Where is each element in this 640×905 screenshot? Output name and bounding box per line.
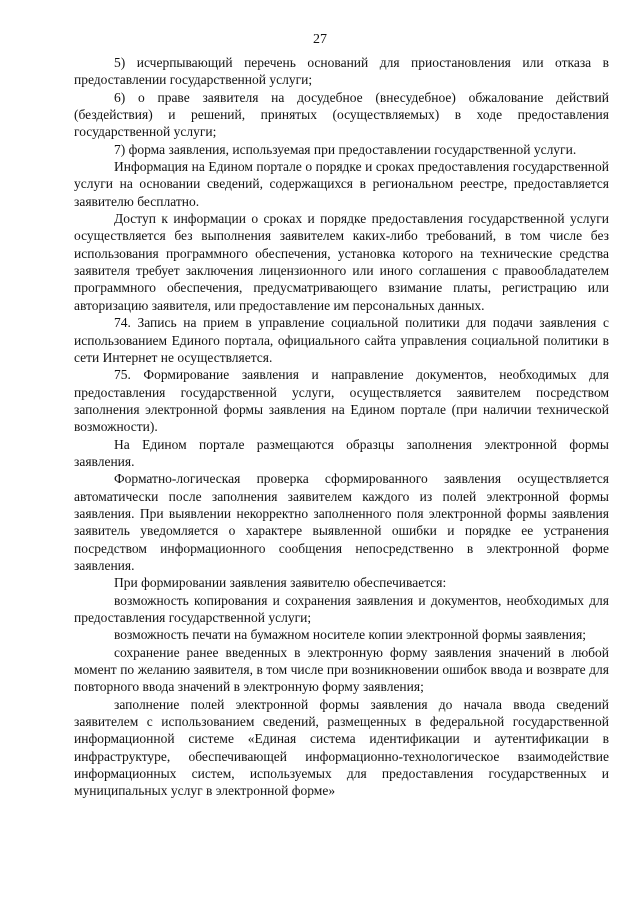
paragraph-format-check: Форматно-логическая проверка сформированного заявления осуществляется автоматически после заполнения заявителем каждого из полей электронной формы заявления. При выявлении некорректно заполненного поля электронной формы заявления заявитель уведомляется о характере выявленной ошибки и порядке ее устранения посредством информационного сообщения непосредственно в электронной форме заявления.	[74, 471, 609, 573]
page-number: 27	[313, 32, 327, 47]
paragraph-copy-save: возможность копирования и сохранения заявления и документов, необходимых для предоставления государственной услуги;	[74, 592, 609, 625]
paragraph-access-info: Доступ к информации о сроках и порядке предоставления государственной услуги осуществляется без выполнения заявителем каких-либо требований, в том числе без использования программного обеспечения, установка которого на технические средства заявителя требует заключения лицензионного или иного соглашения с правообладателем программного обеспечения, предусматривающего взимание платы, регистрацию или авторизацию заявителя, или предоставление им персональных данных.	[74, 211, 609, 313]
paragraph-samples: На Едином портале размещаются образцы заполнения электронной формы заявления.	[74, 436, 609, 469]
paragraph-75: 75. Формирование заявления и направление документов, необходимых для предоставления государственной услуги, осуществляется заявителем посредством заполнения электронной формы заявления на Едином портале (при наличии технической возможности).	[74, 367, 609, 435]
paragraph-portal-info: Информация на Едином портале о порядке и сроках предоставления государственной услуги на основании сведений, содержащихся в региональном реестре, предоставляется заявителю бесплатно.	[74, 159, 609, 209]
paragraph-save-values: сохранение ранее введенных в электронную форму заявления значений в любой момент по желанию заявителя, в том числе при возникновении ошибок ввода и возврате для повторного ввода значений в электронную форму заявления;	[74, 644, 609, 695]
document-body	[74, 54, 609, 800]
paragraph-print: возможность печати на бумажном носителе копии электронной формы заявления;	[114, 627, 587, 643]
paragraph-provided: При формировании заявления заявителю обеспечивается:	[114, 575, 447, 591]
paragraph-item-5: 5) исчерпывающий перечень оснований для приостановления или отказа в предоставлении государственной услуги;	[74, 55, 609, 88]
paragraph-autofill: заполнение полей электронной формы заявления до начала ввода сведений заявителем с использованием сведений, размещенных в федеральной государственной информационной системе «Единая система идентификации и аутентификации в инфраструктуре, обеспечивающей информационно-технологическое взаимодействие информационных систем, используемых для предоставления государственных и муниципальных услуг в электронной форме»	[74, 696, 609, 799]
paragraph-74: 74. Запись на прием в управление социальной политики для подачи заявления с использованием Единого портала, официального сайта управления социальной политики в сети Интернет не осуществляется.	[74, 315, 609, 365]
paragraph-item-7: 7) форма заявления, используемая при предоставлении государственной услуги.	[114, 141, 577, 157]
paragraph-item-6: 6) о праве заявителя на досудебное (внесудебное) обжалование действий (бездействия) и решений, принятых (осуществляемых) в ходе предоставления государственной услуги;	[74, 89, 609, 140]
